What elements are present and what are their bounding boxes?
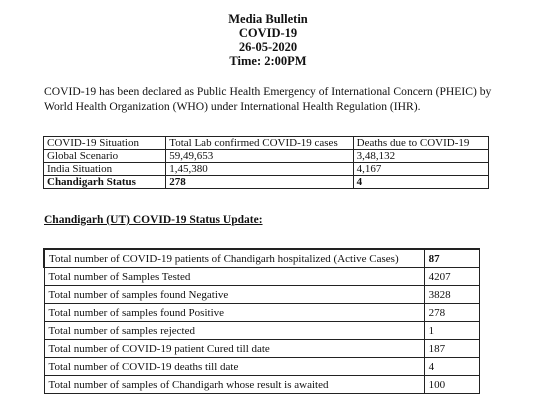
- table-row: [44, 176, 489, 189]
- bulletin-title: Media Bulletin: [228, 12, 308, 26]
- table-row: [44, 249, 480, 268]
- situation-cases-chandigarh: 278: [166, 176, 353, 189]
- situation-cases-global: 59,49,653: [166, 150, 353, 163]
- situation-table: [43, 136, 489, 189]
- bulletin-time: Time: 2:00PM: [229, 54, 307, 68]
- bulletin-date: 26-05-2020: [238, 40, 298, 54]
- status-value-positive: 278: [424, 304, 479, 322]
- status-label-active: Total number of COVID-19 patients of Chandigarh hospitalized (Active Cases): [44, 249, 424, 268]
- table-row: [44, 376, 480, 394]
- status-value-active: 87: [424, 249, 479, 268]
- situation-label-chandigarh: Chandigarh Status: [44, 176, 166, 189]
- table-row: [44, 304, 480, 322]
- status-label-awaited: Total number of samples of Chandigarh whose result is awaited: [44, 376, 424, 394]
- status-label-deaths: Total number of COVID-19 deaths till date: [44, 358, 424, 376]
- status-value-cured: 187: [424, 340, 479, 358]
- situation-header-cases: Total Lab confirmed COVID-19 cases: [166, 137, 353, 150]
- situation-table-header-row: [44, 137, 489, 150]
- status-label-negative: Total number of samples found Negative: [44, 286, 424, 304]
- table-row: [44, 163, 489, 176]
- situation-deaths-chandigarh: 4: [353, 176, 488, 189]
- situation-label-india: India Situation: [44, 163, 166, 176]
- bulletin-header: [0, 12, 536, 68]
- situation-cases-india: 1,45,380: [166, 163, 353, 176]
- table-row: [44, 358, 480, 376]
- status-value-awaited: 100: [424, 376, 479, 394]
- bulletin-subject: COVID-19: [238, 26, 298, 40]
- status-label-positive: Total number of samples found Positive: [44, 304, 424, 322]
- status-label-rejected: Total number of samples rejected: [44, 322, 424, 340]
- situation-header-deaths: Deaths due to COVID-19: [353, 137, 488, 150]
- status-label-cured: Total number of COVID-19 patient Cured till date: [44, 340, 424, 358]
- status-value-negative: 3828: [424, 286, 479, 304]
- status-update-title: Chandigarh (UT) COVID-19 Status Update:: [44, 214, 263, 226]
- situation-header-situation: COVID-19 Situation: [44, 137, 166, 150]
- status-update-table: [43, 248, 480, 394]
- situation-label-global: Global Scenario: [44, 150, 166, 163]
- table-row: [44, 150, 489, 163]
- table-row: [44, 286, 480, 304]
- situation-deaths-global: 3,48,132: [353, 150, 488, 163]
- situation-deaths-india: 4,167: [353, 163, 488, 176]
- status-value-deaths: 4: [424, 358, 479, 376]
- status-value-tested: 4207: [424, 268, 479, 286]
- table-row: [44, 340, 480, 358]
- status-value-rejected: 1: [424, 322, 479, 340]
- table-row: [44, 268, 480, 286]
- intro-paragraph: COVID-19 has been declared as Public Health Emergency of International Concern (PHEIC) by World Health Organization (WHO) under International Health Regulation (IHR).: [44, 85, 492, 113]
- status-label-tested: Total number of Samples Tested: [44, 268, 424, 286]
- table-row: [44, 322, 480, 340]
